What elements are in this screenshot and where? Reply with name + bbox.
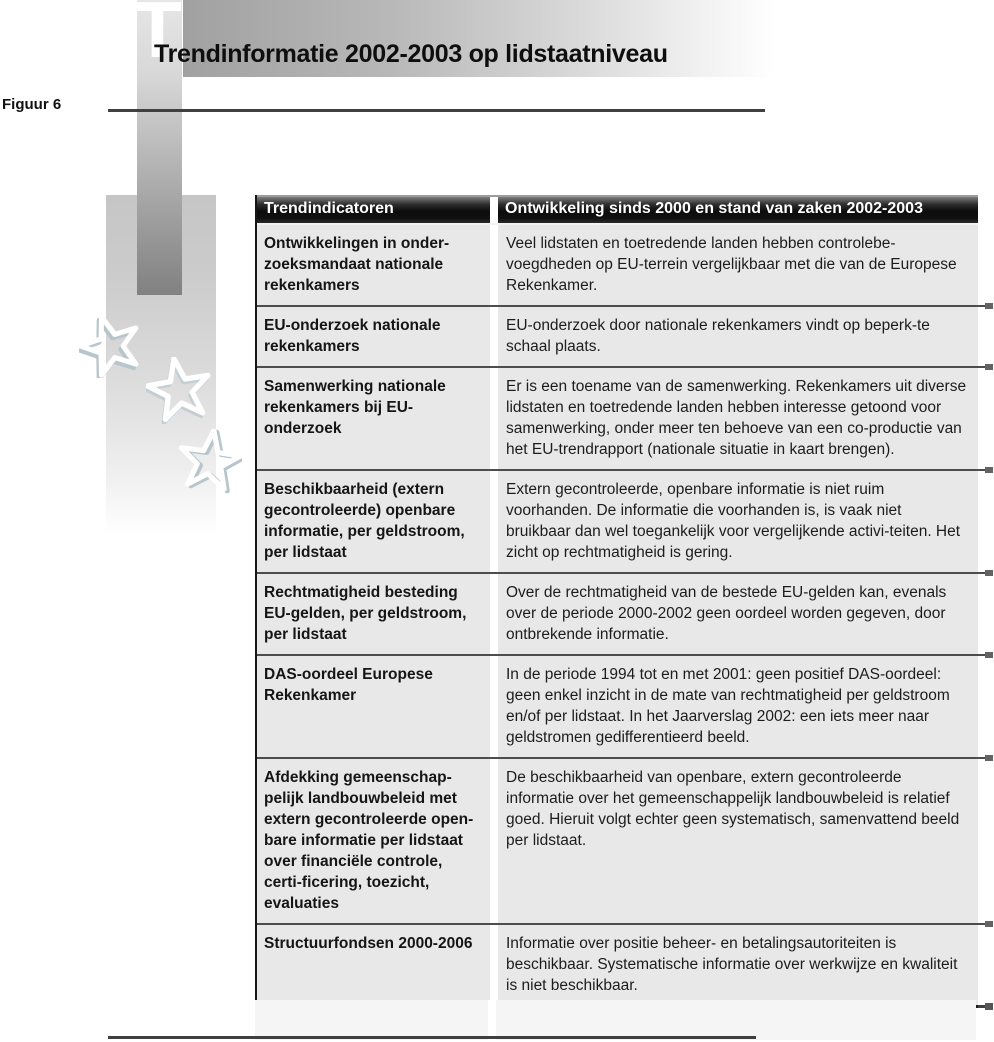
column-gap: [490, 368, 498, 469]
development-cell: EU-onderzoek door nationale rekenkamers vindt op beperk-te schaal plaats.: [498, 307, 978, 366]
column-gap: [490, 574, 498, 654]
table-row: [257, 759, 978, 923]
indicator-cell: DAS-oordeel Europese Rekenkamer: [257, 656, 490, 757]
table-row: [257, 368, 978, 469]
indicator-cell: EU-onderzoek nationale rekenkamers: [257, 307, 490, 366]
figure-label: Figuur 6: [2, 96, 62, 113]
table-row: [257, 574, 978, 654]
indicator-cell: Beschikbaarheid (extern gecontroleerde) openbare informatie, per geldstroom, per lidstaat: [257, 471, 490, 572]
table-row: [257, 925, 978, 1005]
row-separator: [257, 572, 978, 574]
row-separator: [257, 366, 978, 368]
column-gap: [490, 759, 498, 923]
development-cell: In de periode 1994 tot en met 2001: geen positief DAS-oordeel: geen enkel inzicht in de mate van rechtmatigheid per geldstroom en/of per lidstaat. In het Jaarverslag 2002: een iets meer naar geldstromen gedifferentieerd beeld.: [498, 656, 978, 757]
development-cell: Er is een toename van de samenwerking. Rekenkamers uit diverse lidstaten en toetredende landen hebben interesse getoond voor samenwerking, onder meer ten behoeve van een co-productie van het EU-trendrapport (nationale situatie in kaart brengen).: [498, 368, 978, 469]
star-icon: [177, 429, 242, 494]
table-body: [257, 225, 978, 1008]
row-separator: [257, 305, 978, 307]
table-row: [257, 656, 978, 757]
column-gap: [490, 471, 498, 572]
table-row: [257, 471, 978, 572]
column-gap: [490, 307, 498, 366]
star-icon: [146, 357, 213, 424]
table-row: [257, 225, 978, 305]
development-cell: De beschikbaarheid van openbare, extern gecontroleerde informatie over het gemeenschappelijk landbouwbeleid is relatief goed. Hieruit volgt echter geen systematisch, samenvattend beeld per lidstaat.: [498, 759, 978, 923]
indicator-cell: Afdekking gemeenschap-pelijk landbouwbeleid met extern gecontroleerde open-bare informatie per lidstaat over financiële controle, certi-ficering, toezicht, evaluaties: [257, 759, 490, 923]
development-cell: Extern gecontroleerde, openbare informatie is niet ruim voorhanden. De informatie die voorhanden is, is vaak niet bruikbaar dan wel toegankelijk voor vergelijkende activi-teiten. Het zicht op rechtmatigheid is gering.: [498, 471, 978, 572]
watermark-letter-t: T: [133, 0, 182, 74]
development-cell: Over de rechtmatigheid van de bestede EU-gelden kan, evenals over de periode 2000-2002 geen oordeel worden gegeven, door ontbrekende informatie.: [498, 574, 978, 654]
horizontal-rule-top: [108, 109, 765, 112]
column-gap: [490, 925, 498, 1005]
star-icon: [79, 314, 143, 378]
indicator-cell: Samenwerking nationale rekenkamers bij EU-onderzoek: [257, 368, 490, 469]
row-separator: [257, 757, 978, 759]
page-title: Trendinformatie 2002-2003 op lidstaatniveau: [154, 40, 668, 68]
row-separator: [257, 654, 978, 656]
row-separator: [257, 923, 978, 925]
table-tail: [255, 1000, 976, 1040]
row-separator: [257, 469, 978, 471]
table-header-left: Trendindicatoren: [257, 197, 490, 223]
column-gap: [490, 197, 498, 223]
horizontal-rule-bottom: [108, 1036, 756, 1039]
indicator-cell: Rechtmatigheid besteding EU-gelden, per geldstroom, per lidstaat: [257, 574, 490, 654]
table-header-row: [257, 195, 978, 225]
indicator-cell: Ontwikkelingen in onder-zoeksmandaat nationale rekenkamers: [257, 225, 490, 305]
development-cell: Informatie over positie beheer- en betalingsautoriteiten is beschikbaar. Systematische informatie over werkwijze en kwaliteit is niet beschikbaar.: [498, 925, 978, 1005]
table-header-right: Ontwikkeling sinds 2000 en stand van zaken 2002-2003: [498, 197, 978, 223]
development-cell: Veel lidstaten en toetredende landen hebben controlebe-voegdheden op EU-terrein vergelijkbaar met die van de Europese Rekenkamer.: [498, 225, 978, 305]
table-row: [257, 307, 978, 366]
column-gap: [490, 656, 498, 757]
trend-table: [255, 195, 978, 1008]
indicator-cell: Structuurfondsen 2000-2006: [257, 925, 490, 1005]
column-gap: [490, 225, 498, 305]
